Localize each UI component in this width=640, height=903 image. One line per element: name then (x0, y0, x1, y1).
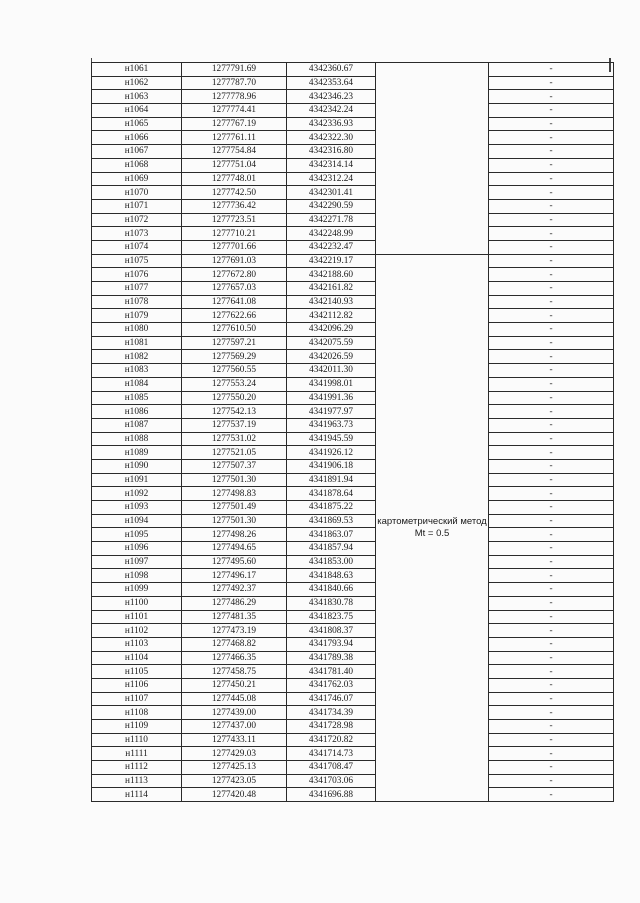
table-row (92, 131, 614, 145)
y-coordinate-cell: 4342301.41 (287, 186, 376, 200)
y-coordinate-cell: 4341926.12 (287, 446, 376, 460)
point-name-cell: н1098 (92, 569, 182, 583)
point-name-cell: н1068 (92, 158, 182, 172)
y-coordinate-cell: 4341789.38 (287, 651, 376, 665)
x-coordinate-cell: 1277429.03 (182, 747, 287, 761)
y-coordinate-cell: 4342353.64 (287, 76, 376, 90)
table-row (92, 213, 614, 227)
dash-cell: - (489, 282, 614, 296)
y-coordinate-cell: 4342161.82 (287, 282, 376, 296)
y-coordinate-cell: 4342219.17 (287, 254, 376, 268)
point-name-cell: н1072 (92, 213, 182, 227)
method-cell (376, 254, 489, 802)
table-row (92, 199, 614, 213)
y-coordinate-cell: 4341762.03 (287, 678, 376, 692)
table-row (92, 104, 614, 118)
point-name-cell: н1085 (92, 391, 182, 405)
y-coordinate-cell: 4341720.82 (287, 733, 376, 747)
table-row (92, 158, 614, 172)
table-row (92, 295, 614, 309)
x-coordinate-cell: 1277437.00 (182, 720, 287, 734)
point-name-cell: н1090 (92, 459, 182, 473)
dash-cell: - (489, 172, 614, 186)
table-row (92, 651, 614, 665)
point-name-cell: н1114 (92, 788, 182, 802)
point-name-cell: н1073 (92, 227, 182, 241)
point-name-cell: н1079 (92, 309, 182, 323)
table-row (92, 145, 614, 159)
x-coordinate-cell: 1277486.29 (182, 596, 287, 610)
y-coordinate-cell: 4342314.14 (287, 158, 376, 172)
table-row (92, 720, 614, 734)
dash-cell: - (489, 637, 614, 651)
point-name-cell: н1096 (92, 542, 182, 556)
x-coordinate-cell: 1277701.66 (182, 240, 287, 254)
table-row (92, 364, 614, 378)
point-name-cell: н1062 (92, 76, 182, 90)
x-coordinate-cell: 1277458.75 (182, 665, 287, 679)
point-name-cell: н1080 (92, 323, 182, 337)
table-row (92, 227, 614, 241)
y-coordinate-cell: 4342011.30 (287, 364, 376, 378)
table-row (92, 391, 614, 405)
x-coordinate-cell: 1277622.66 (182, 309, 287, 323)
x-coordinate-cell: 1277501.30 (182, 514, 287, 528)
point-name-cell: н1091 (92, 473, 182, 487)
point-name-cell: н1105 (92, 665, 182, 679)
x-coordinate-cell: 1277521.05 (182, 446, 287, 460)
x-coordinate-cell: 1277498.26 (182, 528, 287, 542)
dash-cell: - (489, 665, 614, 679)
x-coordinate-cell: 1277641.08 (182, 295, 287, 309)
table-row (92, 282, 614, 296)
point-name-cell: н1108 (92, 706, 182, 720)
table-row (92, 240, 614, 254)
dash-cell: - (489, 733, 614, 747)
point-name-cell: н1081 (92, 336, 182, 350)
x-coordinate-cell: 1277610.50 (182, 323, 287, 337)
dash-cell: - (489, 268, 614, 282)
x-coordinate-cell: 1277531.02 (182, 432, 287, 446)
x-coordinate-cell: 1277742.50 (182, 186, 287, 200)
y-coordinate-cell: 4341891.94 (287, 473, 376, 487)
y-coordinate-cell: 4342140.93 (287, 295, 376, 309)
method-label: картометрический метод Mt = 0.5 (377, 515, 487, 539)
x-coordinate-cell: 1277501.49 (182, 501, 287, 515)
y-coordinate-cell: 4342232.47 (287, 240, 376, 254)
x-coordinate-cell: 1277761.11 (182, 131, 287, 145)
dash-cell: - (489, 158, 614, 172)
dash-cell: - (489, 104, 614, 118)
table-row (92, 446, 614, 460)
dash-cell: - (489, 76, 614, 90)
dash-cell: - (489, 432, 614, 446)
x-coordinate-cell: 1277433.11 (182, 733, 287, 747)
point-name-cell: н1088 (92, 432, 182, 446)
x-coordinate-cell: 1277751.04 (182, 158, 287, 172)
y-coordinate-cell: 4341863.07 (287, 528, 376, 542)
x-coordinate-cell: 1277691.03 (182, 254, 287, 268)
point-name-cell: н1066 (92, 131, 182, 145)
y-coordinate-cell: 4342026.59 (287, 350, 376, 364)
coordinates-table-body (92, 63, 614, 802)
point-name-cell: н1083 (92, 364, 182, 378)
dash-cell: - (489, 240, 614, 254)
y-coordinate-cell: 4341963.73 (287, 418, 376, 432)
dash-cell: - (489, 678, 614, 692)
y-coordinate-cell: 4341728.98 (287, 720, 376, 734)
point-name-cell: н1094 (92, 514, 182, 528)
x-coordinate-cell: 1277560.55 (182, 364, 287, 378)
dash-cell: - (489, 473, 614, 487)
coordinates-table (91, 62, 614, 802)
table-row (92, 514, 614, 528)
point-name-cell: н1077 (92, 282, 182, 296)
point-name-cell: н1113 (92, 774, 182, 788)
y-coordinate-cell: 4342336.93 (287, 117, 376, 131)
x-coordinate-cell: 1277425.13 (182, 761, 287, 775)
table-row (92, 624, 614, 638)
table-row (92, 473, 614, 487)
dash-cell: - (489, 555, 614, 569)
point-name-cell: н1107 (92, 692, 182, 706)
table-row (92, 418, 614, 432)
point-name-cell: н1069 (92, 172, 182, 186)
dash-cell: - (489, 213, 614, 227)
y-coordinate-cell: 4342360.67 (287, 63, 376, 77)
x-coordinate-cell: 1277569.29 (182, 350, 287, 364)
x-coordinate-cell: 1277450.21 (182, 678, 287, 692)
x-coordinate-cell: 1277774.41 (182, 104, 287, 118)
dash-cell: - (489, 624, 614, 638)
table-row (92, 76, 614, 90)
dash-cell: - (489, 295, 614, 309)
table-row (92, 459, 614, 473)
point-name-cell: н1110 (92, 733, 182, 747)
dash-cell: - (489, 569, 614, 583)
table-row (92, 733, 614, 747)
point-name-cell: н1071 (92, 199, 182, 213)
y-coordinate-cell: 4342271.78 (287, 213, 376, 227)
dash-cell: - (489, 186, 614, 200)
x-coordinate-cell: 1277492.37 (182, 583, 287, 597)
table-row (92, 747, 614, 761)
point-name-cell: н1087 (92, 418, 182, 432)
table-row (92, 186, 614, 200)
table-row (92, 487, 614, 501)
table-row (92, 774, 614, 788)
y-coordinate-cell: 4341906.18 (287, 459, 376, 473)
x-coordinate-cell: 1277553.24 (182, 377, 287, 391)
dash-cell: - (489, 788, 614, 802)
point-name-cell: н1063 (92, 90, 182, 104)
y-coordinate-cell: 4342188.60 (287, 268, 376, 282)
y-coordinate-cell: 4342322.30 (287, 131, 376, 145)
dash-cell: - (489, 199, 614, 213)
dash-cell: - (489, 446, 614, 460)
dash-cell: - (489, 706, 614, 720)
table-row (92, 350, 614, 364)
x-coordinate-cell: 1277767.19 (182, 117, 287, 131)
x-coordinate-cell: 1277439.00 (182, 706, 287, 720)
y-coordinate-cell: 4341878.64 (287, 487, 376, 501)
point-name-cell: н1075 (92, 254, 182, 268)
table-row (92, 268, 614, 282)
y-coordinate-cell: 4341857.94 (287, 542, 376, 556)
point-name-cell: н1067 (92, 145, 182, 159)
x-coordinate-cell: 1277507.37 (182, 459, 287, 473)
x-coordinate-cell: 1277778.96 (182, 90, 287, 104)
y-coordinate-cell: 4342342.24 (287, 104, 376, 118)
table-row (92, 665, 614, 679)
table-row (92, 501, 614, 515)
x-coordinate-cell: 1277672.80 (182, 268, 287, 282)
x-coordinate-cell: 1277468.82 (182, 637, 287, 651)
x-coordinate-cell: 1277501.30 (182, 473, 287, 487)
point-name-cell: н1104 (92, 651, 182, 665)
table-row (92, 542, 614, 556)
point-name-cell: н1102 (92, 624, 182, 638)
y-coordinate-cell: 4341781.40 (287, 665, 376, 679)
y-coordinate-cell: 4341830.78 (287, 596, 376, 610)
dash-cell: - (489, 418, 614, 432)
dash-cell: - (489, 596, 614, 610)
dash-cell: - (489, 720, 614, 734)
point-name-cell: н1095 (92, 528, 182, 542)
x-coordinate-cell: 1277537.19 (182, 418, 287, 432)
y-coordinate-cell: 4341746.07 (287, 692, 376, 706)
table-row (92, 596, 614, 610)
y-coordinate-cell: 4342316.80 (287, 145, 376, 159)
point-name-cell: н1100 (92, 596, 182, 610)
y-coordinate-cell: 4341991.36 (287, 391, 376, 405)
y-coordinate-cell: 4342248.99 (287, 227, 376, 241)
dash-cell: - (489, 459, 614, 473)
x-coordinate-cell: 1277657.03 (182, 282, 287, 296)
dash-cell: - (489, 90, 614, 104)
x-coordinate-cell: 1277496.17 (182, 569, 287, 583)
x-coordinate-cell: 1277710.21 (182, 227, 287, 241)
table-row (92, 90, 614, 104)
y-coordinate-cell: 4341708.47 (287, 761, 376, 775)
table-row (92, 377, 614, 391)
dash-cell: - (489, 350, 614, 364)
table-row (92, 117, 614, 131)
x-coordinate-cell: 1277723.51 (182, 213, 287, 227)
dash-cell: - (489, 323, 614, 337)
x-coordinate-cell: 1277494.65 (182, 542, 287, 556)
y-coordinate-cell: 4341875.22 (287, 501, 376, 515)
x-coordinate-cell: 1277542.13 (182, 405, 287, 419)
table-row (92, 254, 614, 268)
point-name-cell: н1111 (92, 747, 182, 761)
point-name-cell: н1093 (92, 501, 182, 515)
y-coordinate-cell: 4342290.59 (287, 199, 376, 213)
y-coordinate-cell: 4342312.24 (287, 172, 376, 186)
dash-cell: - (489, 117, 614, 131)
point-name-cell: н1078 (92, 295, 182, 309)
x-coordinate-cell: 1277498.83 (182, 487, 287, 501)
dash-cell: - (489, 761, 614, 775)
dash-cell: - (489, 227, 614, 241)
y-coordinate-cell: 4341853.00 (287, 555, 376, 569)
table-row (92, 323, 614, 337)
dash-cell: - (489, 528, 614, 542)
point-name-cell: н1084 (92, 377, 182, 391)
table-row (92, 706, 614, 720)
point-name-cell: н1106 (92, 678, 182, 692)
table-row (92, 309, 614, 323)
x-coordinate-cell: 1277791.69 (182, 63, 287, 77)
table-row (92, 583, 614, 597)
point-name-cell: н1089 (92, 446, 182, 460)
table-row (92, 637, 614, 651)
y-coordinate-cell: 4341840.66 (287, 583, 376, 597)
y-coordinate-cell: 4342346.23 (287, 90, 376, 104)
point-name-cell: н1101 (92, 610, 182, 624)
y-coordinate-cell: 4341823.75 (287, 610, 376, 624)
dash-cell: - (489, 487, 614, 501)
dash-cell: - (489, 774, 614, 788)
dash-cell: - (489, 583, 614, 597)
x-coordinate-cell: 1277466.35 (182, 651, 287, 665)
point-name-cell: н1097 (92, 555, 182, 569)
x-coordinate-cell: 1277473.19 (182, 624, 287, 638)
y-coordinate-cell: 4342096.29 (287, 323, 376, 337)
dash-cell: - (489, 542, 614, 556)
y-coordinate-cell: 4341945.59 (287, 432, 376, 446)
x-coordinate-cell: 1277495.60 (182, 555, 287, 569)
dash-cell: - (489, 391, 614, 405)
x-coordinate-cell: 1277787.70 (182, 76, 287, 90)
x-coordinate-cell: 1277754.84 (182, 145, 287, 159)
table-row (92, 405, 614, 419)
point-name-cell: н1061 (92, 63, 182, 77)
y-coordinate-cell: 4341848.63 (287, 569, 376, 583)
dash-cell: - (489, 692, 614, 706)
point-name-cell: н1065 (92, 117, 182, 131)
x-coordinate-cell: 1277597.21 (182, 336, 287, 350)
y-coordinate-cell: 4341808.37 (287, 624, 376, 638)
x-coordinate-cell: 1277423.05 (182, 774, 287, 788)
point-name-cell: н1070 (92, 186, 182, 200)
y-coordinate-cell: 4341869.53 (287, 514, 376, 528)
dash-cell: - (489, 131, 614, 145)
table-row (92, 172, 614, 186)
point-name-cell: н1112 (92, 761, 182, 775)
y-coordinate-cell: 4341734.39 (287, 706, 376, 720)
dash-cell: - (489, 377, 614, 391)
table-row (92, 569, 614, 583)
y-coordinate-cell: 4341793.94 (287, 637, 376, 651)
dash-cell: - (489, 145, 614, 159)
dash-cell: - (489, 501, 614, 515)
table-row (92, 678, 614, 692)
table-row (92, 528, 614, 542)
x-coordinate-cell: 1277736.42 (182, 199, 287, 213)
point-name-cell: н1103 (92, 637, 182, 651)
table-row (92, 788, 614, 802)
y-coordinate-cell: 4341703.06 (287, 774, 376, 788)
table-row (92, 336, 614, 350)
table-row (92, 555, 614, 569)
x-coordinate-cell: 1277550.20 (182, 391, 287, 405)
point-name-cell: н1076 (92, 268, 182, 282)
point-name-cell: н1092 (92, 487, 182, 501)
dash-cell: - (489, 747, 614, 761)
y-coordinate-cell: 4341998.01 (287, 377, 376, 391)
y-coordinate-cell: 4342075.59 (287, 336, 376, 350)
table-row (92, 761, 614, 775)
dash-cell: - (489, 610, 614, 624)
table-row (92, 432, 614, 446)
table-row (92, 610, 614, 624)
table-row (92, 63, 614, 77)
dash-cell: - (489, 336, 614, 350)
dash-cell: - (489, 405, 614, 419)
y-coordinate-cell: 4341714.73 (287, 747, 376, 761)
dash-cell: - (489, 364, 614, 378)
y-coordinate-cell: 4342112.82 (287, 309, 376, 323)
x-coordinate-cell: 1277748.01 (182, 172, 287, 186)
point-name-cell: н1074 (92, 240, 182, 254)
dash-cell: - (489, 254, 614, 268)
point-name-cell: н1086 (92, 405, 182, 419)
x-coordinate-cell: 1277481.35 (182, 610, 287, 624)
dash-cell: - (489, 63, 614, 77)
dash-cell: - (489, 514, 614, 528)
point-name-cell: н1099 (92, 583, 182, 597)
method-cell-empty (376, 63, 489, 255)
y-coordinate-cell: 4341696.88 (287, 788, 376, 802)
dash-cell: - (489, 309, 614, 323)
point-name-cell: н1064 (92, 104, 182, 118)
x-coordinate-cell: 1277420.48 (182, 788, 287, 802)
y-coordinate-cell: 4341977.97 (287, 405, 376, 419)
dash-cell: - (489, 651, 614, 665)
point-name-cell: н1082 (92, 350, 182, 364)
x-coordinate-cell: 1277445.08 (182, 692, 287, 706)
point-name-cell: н1109 (92, 720, 182, 734)
table-row (92, 692, 614, 706)
